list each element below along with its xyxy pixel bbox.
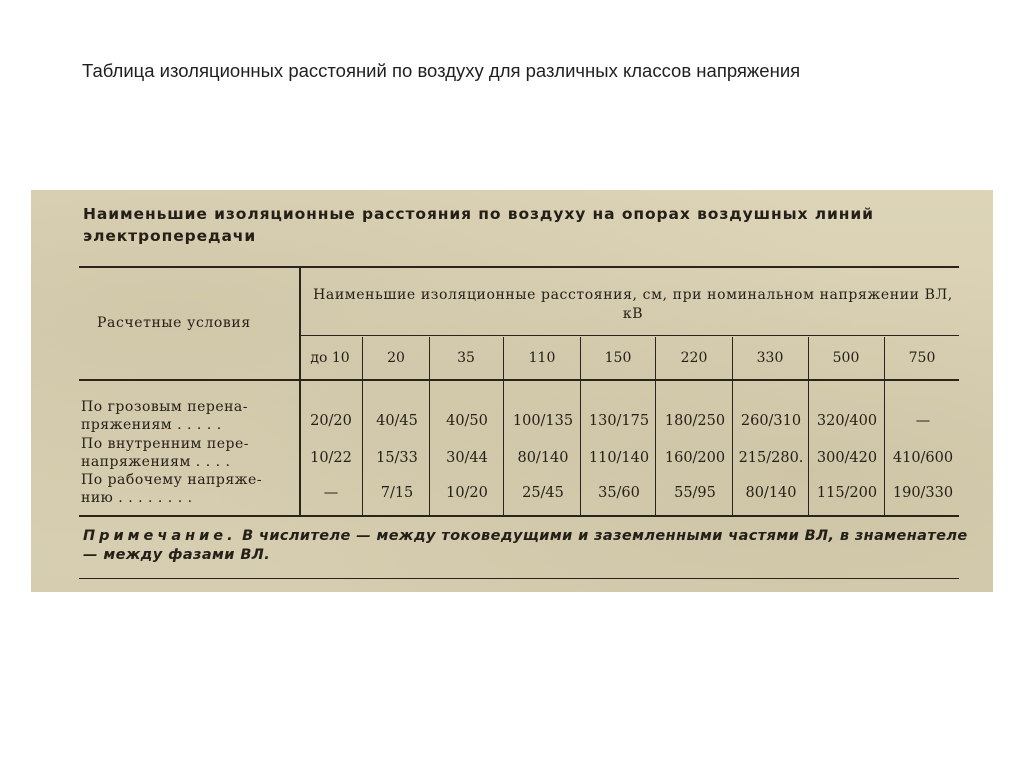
- slide-title: Таблица изоляционных расстояний по воздуху для различных классов напряжения: [82, 60, 801, 81]
- column-header: 220: [680, 350, 708, 366]
- table-cell: —: [323, 485, 339, 501]
- conditions-divider: [299, 268, 301, 515]
- column-header: 330: [756, 350, 784, 366]
- table-cell: 25/45: [522, 485, 564, 501]
- column-header: 110: [528, 350, 556, 366]
- column-header: 35: [457, 350, 475, 366]
- table-cell: 35/60: [598, 485, 640, 501]
- scanned-table-image: [31, 190, 993, 592]
- table-cell: 55/95: [674, 485, 716, 501]
- table-cell: 110/140: [588, 450, 650, 466]
- table-cell: 410/600: [892, 450, 954, 466]
- table-cell: 260/310: [740, 413, 802, 429]
- table-top-rule: [79, 266, 959, 268]
- distance-header: Наименьшие изоляционные расстояния, см, при номинальном напряжении ВЛ, кВ: [313, 287, 953, 322]
- row-condition: [81, 398, 291, 434]
- table-cell: —: [915, 413, 931, 429]
- footer-rule: [79, 578, 959, 579]
- table-cell: 190/330: [892, 485, 954, 501]
- column-header: до 10: [310, 350, 350, 366]
- table-title: Наименьшие изоляционные расстояния по воздуху на опорах воздушных линий электропередачи: [83, 205, 874, 245]
- note-lead: Примечание.: [83, 528, 237, 544]
- table-note: [83, 527, 983, 565]
- column-header: 20: [387, 350, 405, 366]
- table-cell: 20/20: [310, 413, 352, 429]
- condition-line: По рабочему напряже-: [81, 472, 263, 488]
- condition-line: нию . . . . . . . .: [81, 490, 193, 506]
- table-cell: 40/50: [446, 413, 488, 429]
- column-header: 750: [908, 350, 936, 366]
- row-condition: [81, 435, 291, 471]
- header-bottom-rule: [79, 379, 959, 381]
- table-bottom-rule: [79, 515, 959, 517]
- table-cell: 40/45: [376, 413, 418, 429]
- table-cell: 130/175: [588, 413, 650, 429]
- column-header: 500: [832, 350, 860, 366]
- table-cell: 7/15: [380, 485, 414, 501]
- row-condition: [81, 471, 291, 507]
- condition-line: пряжениям . . . . .: [81, 417, 222, 433]
- table-cell: 320/400: [816, 413, 878, 429]
- table-cell: 215/280.: [738, 450, 804, 466]
- column-header: 150: [604, 350, 632, 366]
- table-cell: 180/250: [664, 413, 726, 429]
- table-cell: 300/420: [816, 450, 878, 466]
- table-cell: 115/200: [816, 485, 878, 501]
- table-cell: 80/140: [517, 450, 569, 466]
- note-text: В числителе — между токоведущими и заземленными частями ВЛ, в знаменателе — между фазами ВЛ.: [83, 528, 968, 563]
- condition-line: напряжениям . . . .: [81, 454, 231, 470]
- table-cell: 160/200: [664, 450, 726, 466]
- table-cell: 80/140: [745, 485, 797, 501]
- table-cell: 15/33: [376, 450, 418, 466]
- condition-line: По грозовым перена-: [81, 399, 249, 415]
- conditions-header: Расчетные условия: [97, 315, 251, 331]
- header-divider-rule: [300, 335, 959, 336]
- table-cell: 10/22: [310, 450, 352, 466]
- table-cell: 10/20: [446, 485, 488, 501]
- table-cell: 100/135: [512, 413, 574, 429]
- table-cell: 30/44: [446, 450, 488, 466]
- condition-line: По внутренним пере-: [81, 436, 249, 452]
